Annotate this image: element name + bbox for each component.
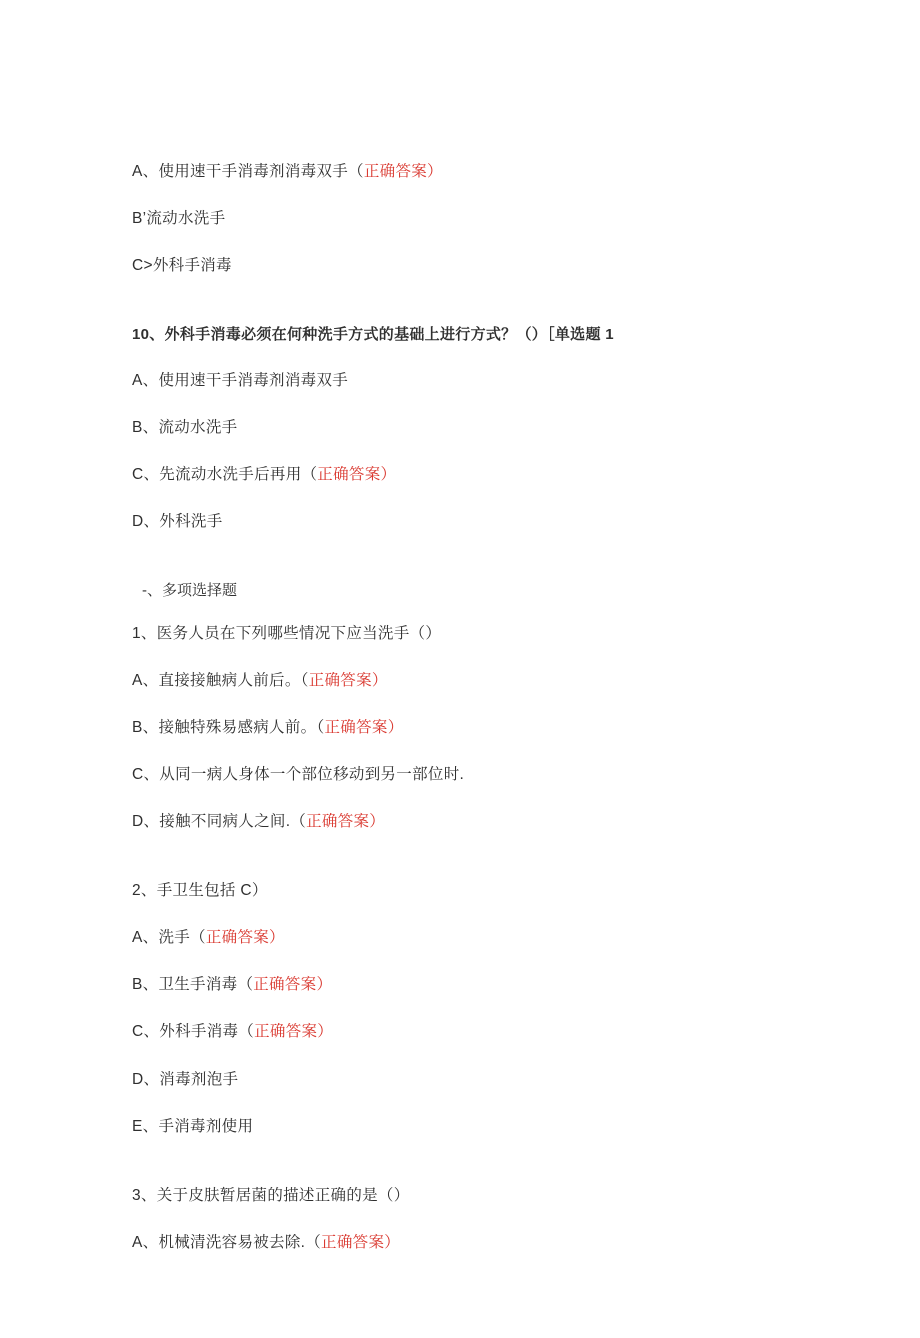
option-row xyxy=(132,160,800,184)
option-label: B、接触特殊易感病人前。（ xyxy=(132,719,325,737)
option-row xyxy=(132,254,800,278)
option-label: 1、医务人员在下列哪些情况下应当洗手（） xyxy=(132,625,442,643)
option-row xyxy=(132,369,800,393)
question-block xyxy=(132,879,800,1138)
block-spacer xyxy=(132,301,800,323)
option-row xyxy=(132,622,800,646)
correct-answer-marker: 正确答案） xyxy=(317,466,397,484)
option-label: C、外科手消毒（ xyxy=(132,1023,255,1041)
option-label: C、先流动水洗手后再用（ xyxy=(132,466,318,484)
option-label: A、使用速干手消毒剂消毒双手 xyxy=(132,372,349,390)
option-row xyxy=(132,926,800,950)
block-spacer xyxy=(132,857,800,879)
option-row xyxy=(132,973,800,997)
section-title: -、多项选择题 xyxy=(142,582,237,600)
option-row xyxy=(132,716,800,740)
option-row xyxy=(132,1231,800,1255)
option-label: A、直接接触病人前后。（ xyxy=(132,672,309,690)
option-label: A、机械清洗容易被去除.（ xyxy=(132,1233,322,1251)
option-row xyxy=(132,510,800,534)
option-label: D、接触不同病人之间.（ xyxy=(132,813,307,831)
correct-answer-marker: 正确答案） xyxy=(308,672,388,690)
option-row xyxy=(132,207,800,231)
question-block xyxy=(132,323,800,534)
option-label: B、流动水洗手 xyxy=(132,419,238,437)
option-label: A、使用速干手消毒剂消毒双手（ xyxy=(132,163,364,180)
question-block xyxy=(132,160,800,278)
option-label: A、洗手（ xyxy=(132,929,206,947)
correct-answer-marker: 正确答案） xyxy=(205,929,285,947)
correct-answer-marker: 正确答案） xyxy=(253,976,333,994)
option-row xyxy=(132,1115,800,1139)
option-label: D、外科洗手 xyxy=(132,513,223,531)
document-body xyxy=(132,160,800,1255)
option-row xyxy=(132,669,800,693)
question-block xyxy=(132,1184,800,1255)
option-label: B、卫生手消毒（ xyxy=(132,976,254,994)
option-label: 3、关于皮肤暂居菌的描述正确的是（） xyxy=(132,1186,410,1204)
option-row xyxy=(132,763,800,787)
option-row xyxy=(132,1020,800,1044)
option-label: C、从同一病人身体一个部位移动到另一部位时. xyxy=(132,766,465,784)
option-row xyxy=(132,416,800,440)
option-row xyxy=(132,810,800,834)
block-spacer xyxy=(132,557,800,579)
option-label: C>外科手消毒 xyxy=(132,257,232,275)
option-row xyxy=(132,1184,800,1208)
option-row xyxy=(132,1068,800,1092)
correct-answer-marker: 正确答案） xyxy=(324,719,404,737)
correct-answer-marker: 正确答案） xyxy=(363,163,443,180)
option-label: E、手消毒剂使用 xyxy=(132,1117,254,1135)
option-row xyxy=(132,463,800,487)
option-row xyxy=(132,879,800,903)
block-spacer xyxy=(132,1162,800,1184)
question-text xyxy=(132,323,800,346)
option-label: 2、手卫生包括 C） xyxy=(132,882,268,900)
correct-answer-marker: 正确答案） xyxy=(321,1233,401,1251)
option-label: D、消毒剂泡手 xyxy=(132,1070,239,1088)
option-label: B’流动水洗手 xyxy=(132,210,226,228)
question-block xyxy=(132,579,800,834)
correct-answer-marker: 正确答案） xyxy=(306,813,386,831)
correct-answer-marker: 正确答案） xyxy=(254,1023,334,1041)
question-label: 10、外科手消毒必须在何种洗手方式的基础上进行方式？（）［单选题 1 xyxy=(132,326,614,344)
